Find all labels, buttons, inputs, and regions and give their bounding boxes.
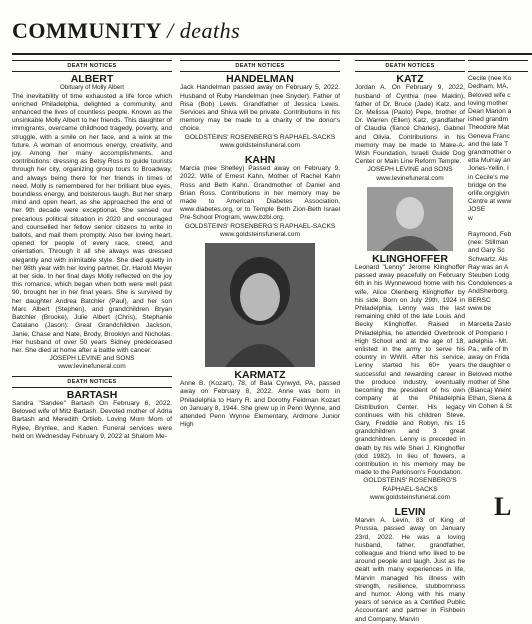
death-notices-bar: DEATH NOTICES [12, 376, 172, 388]
partial-notice-lines [468, 75, 528, 411]
notice-name-kahn: KAHN [244, 154, 276, 167]
notice-name-albert: ALBERT [70, 73, 114, 86]
partial-line: Condolences a [468, 280, 512, 288]
partial-line: AndSherborg. [468, 288, 509, 296]
notice-name-karmatz: KARMATZ [234, 369, 286, 382]
partial-line: away on Frida [468, 354, 510, 362]
notice-body-kahn: Marcia (nee Shelley) Passed away on February 9, 2022. Wife of Ernest Kahn, Mother of Rachel Kahn Ross and Beth Kahn. Grandmother of Daniel and Brian Ross. Contributions in her memory may be made to American Diabetes Association, www.diabetes.org, or to Temple Beth Zion-Beth Israel Pre-School Program, www.bzbi.org. [180, 165, 340, 222]
partial-line: Cecile (nee Ko [468, 75, 512, 83]
funeral-website[interactable]: www.goldsteinsfuneral.com [370, 493, 450, 501]
notice-name-handelman: HANDELMAN [226, 73, 294, 86]
partial-line: grandmother o [468, 149, 511, 157]
partial-line: loving mother [468, 99, 508, 107]
notice-name-katz: KATZ [396, 73, 424, 86]
partial-line: BERSC [468, 296, 491, 304]
death-notices-bar: DEATH NOTICES [355, 60, 465, 72]
partial-line: Centre at www [468, 198, 512, 206]
notice-body-albert: The inevitability of time exhausted a life force which enriched Philadelphia, delighted a community, and enhanced the lives of countless people. Known as the unsinkable Molly Albert to her friends. This daughter of immigrants, overcame childhood tragedy, poverty, and struggle, with a smile on her face, and a wink at the future. A woman of enormous energy, creativity, and joy. Among her many accomplishments, and contributions: dressing as Betsy Ross to guide tourists through her city, organizing group tours to Broadway, and always being there for her friends in times of need. Molly is remembered for her brilliant blue eyes, boundless energy, and boisterous laugh. But her sharp mind and open heart, as she approached the end of her 9th decade were exceptional. She sensed our precarious political situation in 2020 and encouraged and counselled her fellow senior citizens to write in ballots, and mail them promptly. Also her loving heart, opened for people of every race, creed, and orientation. Through it all she always was dressed elegantly and with inimitable style. She died quietly in her 98th year with her loving partner, Dr. Harold Meyer at her side. In her final days Molly reflected on the joy this romance, which began when both were well past 90, brought her in her final years. She is survived by her daughter Andrea Batchler (Paul), and her son Marc Albert (Stephen), and grandchildren Bryan Batchler (Brooke), Julie Albert (Chris), Stephanie Catalano (Jason): Great Grandchildren Jackson, Janie, Chase and Nate, Brody, Brooklyn and Nicholas. Her husband of over 50 years Sidney predeceased her. She died at home after a battle with cancer. [12, 92, 172, 354]
partial-line: and Gary Sc [468, 247, 505, 255]
header-rule [12, 53, 532, 55]
notice-body-katz: Jordan A. On February 9, 2022, husband of Cynthia (nee Maklin), father of Dr. Bruce (Jade) Katz, and Dr. Melissa (Paolo) Pepe, brother of Dr. Warren (Ellen) Katz, grandfather of Claudia (fiancé Charles), Gabriel and Olivia. Contributions in his memory may be made to Make-A-Wish Foundation, Israeli Guide Dog Center or Main Line Reform Temple. [355, 84, 465, 166]
notice-body-karmatz: Anne B. (Kozart), 78, of Bala Cynwyd, PA, passed away on February 8, 2022. Anne was born in Philadelphia to Harry R. and Dorothy Feldman Kozart on January 8, 1944. She grew up in Penn Wynne, and attended Penn Wynne Elementary, Ardmore Junior High [180, 380, 340, 429]
notice-body-bartash: Sandra "Sandee" Bartash On February 6, 2022. Beloved wife of Mitz Bartash. Devoted mother of Adria Bartash and Meredith Ortlieb. Loving Mom Mom of Rylee, Brynlee, and Kaden. Funeral services were held on Wednesday February 9, 2022 at Shalom Me- [12, 399, 172, 440]
partial-line: vin Cohen & St [468, 403, 512, 411]
partial-line: Beloved mothe [468, 370, 512, 378]
partial-line: etta Murray an [468, 157, 511, 165]
funeral-home: JOSEPH LEVINE and SONS [367, 166, 453, 174]
funeral-website[interactable]: www.levinefuneral.com [376, 174, 444, 182]
partial-line [468, 313, 528, 321]
partial-line: Ethan, Siena & [468, 395, 512, 403]
column-3 [355, 60, 465, 623]
partial-line: Raymond, Feb [468, 231, 512, 239]
partial-line: Beloved wife c [468, 91, 511, 99]
portrait-photo [205, 243, 315, 367]
partial-line: w [468, 214, 473, 222]
portrait-photo [367, 187, 453, 251]
partial-line: ished grandm [468, 116, 508, 124]
death-notices-bar: DEATH NOTICES [12, 60, 172, 72]
partial-line: bridge on the [468, 181, 507, 189]
partial-line: orlife.org/givin [468, 190, 510, 198]
death-notices-bar [468, 60, 528, 72]
column-2 [180, 60, 340, 512]
partial-line: (Bianca) Weint [468, 386, 512, 394]
portrait-image [367, 187, 453, 251]
partial-line: Jones-Yellin. I [468, 165, 509, 173]
section-title: COMMUNITY / deaths [12, 18, 241, 43]
partial-line: Pa., wife of th [468, 345, 508, 353]
partial-line: Marcella Zaslo [468, 321, 511, 329]
partial-line: Ray was an A [468, 263, 509, 271]
partial-line [468, 223, 528, 231]
notice-name-klinghoffer: KLINGHOFFER [372, 252, 448, 265]
partial-line: www.be [468, 304, 492, 312]
funeral-website[interactable]: www.goldsteinsfuneral.com [220, 141, 300, 149]
notice-name-bartash: BARTASH [66, 388, 118, 401]
partial-line: the daughter o [468, 362, 511, 370]
funeral-website[interactable]: www.levinefuneral.com [58, 363, 126, 371]
partial-line: and the late T [468, 140, 509, 148]
partial-line: JOSE [468, 206, 486, 214]
partial-line: (nee: Stillman [468, 239, 509, 247]
partial-line: adelphia - Mt. [468, 337, 508, 345]
death-notices-bar: DEATH NOTICES [180, 60, 340, 72]
partial-line: Geneva Franc [468, 132, 510, 140]
portrait-image [205, 243, 315, 367]
notice-body-levin: Marvin A. Levin, 83 of King of Prussia, passed away on January 23rd, 2022. He was a loving husband, father, grandfather, colleague and friend who liked to be around people and laugh. Just as he dealt with many experiences in life, Marvin managed his illness with strength, resilience, stubbornness and humor. Along with his many years of service as a Certified Public Accountant and partner in Fishbein and Company, Marvin [355, 517, 465, 623]
column-1 [12, 60, 172, 512]
notice-body-handelman: Jack Handelman passed away on February 5, 2022. Husband of Ruby Handelman (nee Snyder). Father of Risa (Bob) Lewis. Grandfather of Jessica Lewis. Services and Shiva will be private. Contributions in his memory may be made to a charity of the donor's choice. [180, 84, 340, 133]
drop-letter: L [494, 492, 512, 521]
notice-subtitle: Obituary of Molly Albert [60, 84, 124, 92]
partial-line: Dedham, MA, [468, 83, 509, 91]
funeral-home: GOLDSTEINS' ROSENBERG'S RAPHAEL-SACKS [363, 477, 457, 493]
partial-line: Theodore Mat [468, 124, 510, 132]
column-4-partial [468, 60, 528, 512]
partial-line: Steuben Lodg [468, 272, 510, 280]
partial-line: of Pompano I [468, 329, 508, 337]
section-header [12, 18, 532, 58]
funeral-home: JOSEPH LEVINE and SONS [49, 355, 135, 363]
funeral-website[interactable]: www.goldsteinsfuneral.com [220, 230, 300, 238]
funeral-home: GOLDSTEINS' ROSENBERG'S RAPHAEL-SACKS [184, 222, 336, 230]
funeral-home: GOLDSTEINS' ROSENBERG'S RAPHAEL-SACKS [184, 133, 336, 141]
partial-line: in Cecile's me [468, 173, 509, 181]
partial-line: mother of She [468, 378, 510, 386]
notice-body-klinghoffer: Leonard "Lenny" Jerome Klinghoffer passed away peacefully on February 6th in his Wynnewood home with his wife, Alice Olenberg Klinghoffer by his side. Born on July 29th, 1924 in Philadelphia, Lenny was the last remaining child of the late Louis and Becky Klinghoffer. Raised in Philadelphia, he attended Overbrook High School and at the age of 18, enlisted in the army to serve his country in WWII. After his service, Lenny started his 60+ years successful and rewarding career in the produce industry, eventually becoming the president of his own company at the Philadelphia Distribution Center. His legacy continues with his children Steve, Gary, Freddie and Robyn, his 15 grandchildren and 3 great grandchildren. Lenny is preceded in death by his wife Sheri J. Klinghoffer (dcd 1982). In lieu of flowers, a contribution in his memory may be made to the Parkinson's Foundation. [355, 264, 465, 477]
partial-line: Dean Marion a [468, 108, 512, 116]
notice-name-levin: LEVIN [394, 505, 426, 518]
partial-line: Schwartz. Als [468, 255, 508, 263]
